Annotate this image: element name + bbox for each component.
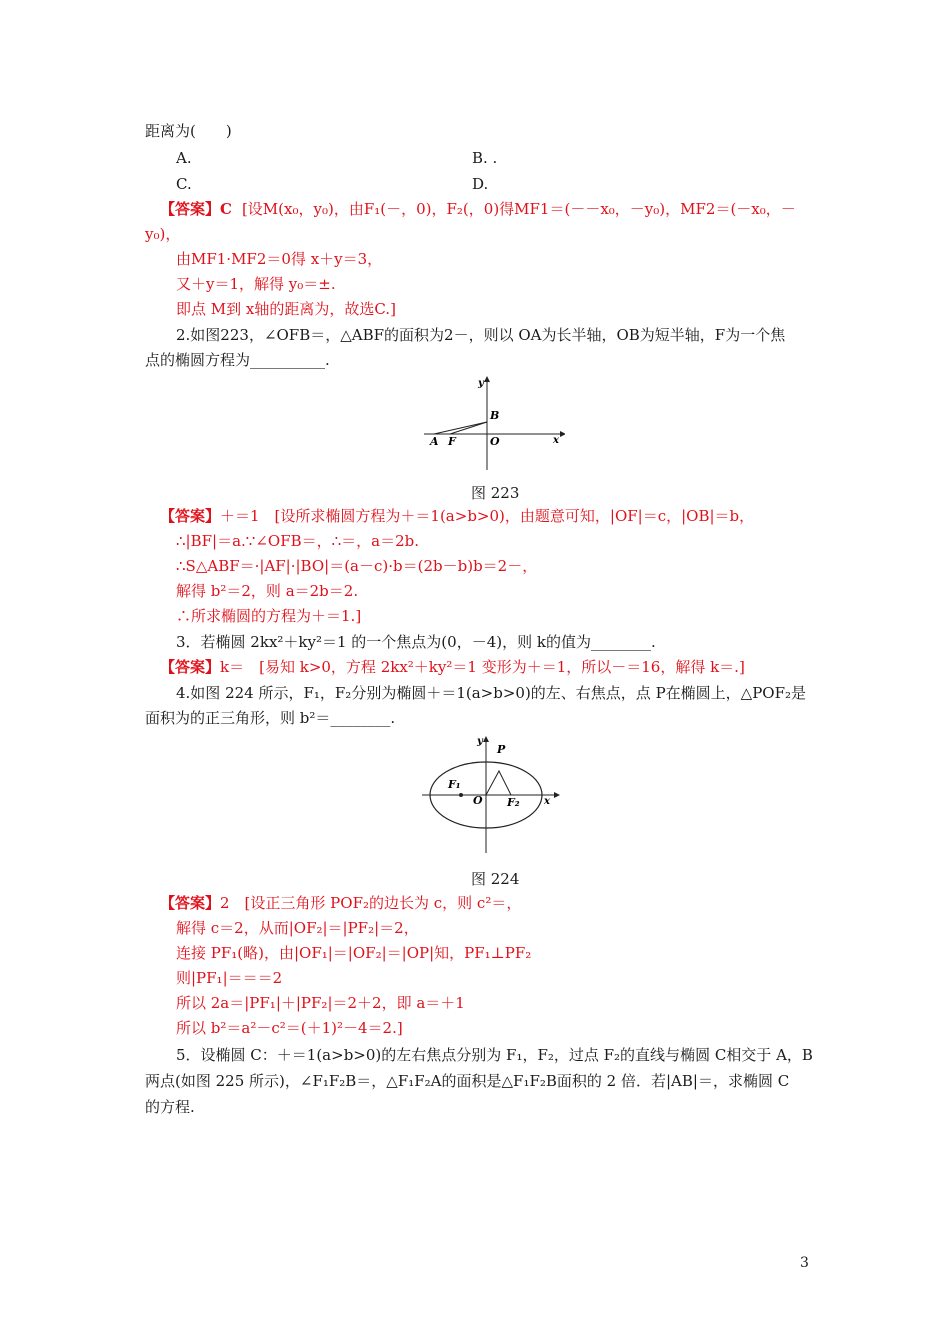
label-f1: F₁: [448, 778, 461, 791]
figure-223: [420, 373, 565, 473]
label-o: O: [490, 435, 500, 448]
q1-answer-line-5: 即点 M到 x轴的距离为，故选C.]: [176, 300, 396, 318]
q2-answer-line-3: ∴S△ABF＝·|AF|·|BO|＝(a－c)·b＝(2b－b)b＝2－，: [176, 557, 538, 575]
q1-option-a: A.: [176, 149, 192, 167]
q4-answer-line-3: 连接 PF₁(略)，由|OF₁|＝|OF₂|＝|OP|知，PF₁⊥PF₂: [176, 944, 532, 962]
answer-tag: 【答案】: [160, 894, 221, 912]
focus-f1-dot: [459, 793, 463, 797]
label-a: A: [430, 435, 439, 448]
label-x: x: [553, 435, 559, 446]
q2-answer-line-4: 解得 b²＝2，则 a＝2b＝2.: [176, 582, 359, 600]
figure-223-caption: 图 223: [471, 484, 520, 502]
answer-tag: 【答案】C: [160, 200, 232, 218]
q5-stem-line-2: 两点(如图 225 所示)，∠F₁F₂B＝，△F₁F₂A的面积是△F₁F₂B面积的 2 倍．若|AB|＝，求椭圆 C: [145, 1072, 790, 1090]
page-number: 3: [800, 1255, 809, 1271]
segment-fb: [450, 422, 487, 434]
q4-answer-line-1: [160, 893, 521, 913]
q1-option-c: C.: [176, 175, 192, 193]
figure-224: [420, 731, 565, 856]
q1-answer-line-4: 又＋y＝1，解得 y₀＝±.: [176, 275, 336, 293]
q4-answer-line-4: 则|PF₁|＝＝＝2: [176, 969, 283, 987]
y-axis-arrow: [484, 376, 490, 382]
q2-stem-line-2: 点的椭圆方程为__________.: [145, 351, 330, 369]
q4-answer-line-5: 所以 2a＝|PF₁|＋|PF₂|＝2＋2，即 a＝＋1: [176, 994, 465, 1012]
answer-tag: 【答案】: [160, 507, 221, 525]
triangle-pof2: [486, 771, 511, 795]
q2-answer-line-5: ∴所求椭圆的方程为＋＝1.]: [176, 607, 362, 625]
q3-answer-text-1: k＝ [易知 k>0，方程 2kx²＋ky²＝1 变形为＋＝1，所以－＝16，解得 k＝.]: [220, 658, 745, 676]
label-b: B: [490, 409, 500, 422]
label-x: x: [544, 796, 550, 807]
segment-ab: [434, 422, 487, 434]
label-y: y: [477, 736, 483, 747]
q2-answer-line-1: [160, 506, 754, 526]
figure-224-caption: 图 224: [471, 870, 520, 888]
q5-stem-line-3: 的方程.: [145, 1098, 195, 1116]
q2-answer-text-1: ＋＝1 [设所求椭圆方程为＋＝1(a>b>0)，由题意可知，|OF|＝c，|OB|＝b，: [220, 507, 755, 525]
answer-tag: 【答案】: [160, 658, 221, 676]
label-f2: F₂: [507, 796, 520, 809]
q4-answer-text-1: 2 [设正三角形 POF₂的边长为 c，则 c²＝，: [220, 894, 522, 912]
q5-stem-line-1: 5．设椭圆 C：＋＝1(a>b>0)的左右焦点分别为 F₁，F₂，过点 F₂的直线与椭圆 C相交于 A，B: [176, 1046, 813, 1064]
q1-option-d: D.: [472, 175, 489, 193]
q4-answer-line-2: 解得 c＝2，从而|OF₂|＝|PF₂|＝2，: [176, 919, 419, 937]
q1-answer-text-1: [设M(x₀，y₀)，由F₁(－，0)，F₂(，0)得MF1＝(－－x₀，－y₀)，MF2＝(－x₀，－: [241, 200, 796, 218]
q1-answer-line-2: y₀)，: [145, 225, 181, 243]
x-axis-arrow: [554, 792, 560, 798]
q2-answer-line-2: ∴|BF|＝a.∵∠OFB＝，∴＝，a＝2b.: [176, 532, 420, 550]
q3-stem-line-1: 3．若椭圆 2kx²＋ky²＝1 的一个焦点为(0，－4)，则 k的值为________.: [176, 633, 656, 651]
x-axis-arrow: [560, 431, 565, 437]
q1-answer-line-1: [160, 199, 796, 219]
label-p: P: [497, 743, 506, 756]
label-o: O: [473, 794, 483, 807]
label-y: y: [478, 378, 484, 389]
q4-answer-line-6: 所以 b²＝a²－c²＝(＋1)²－4＝2.]: [176, 1019, 403, 1037]
q2-stem-line-1: 2.如图223，∠OFB＝，△ABF的面积为2－，则以 OA为长半轴，OB为短半轴，F为一个焦: [176, 326, 786, 344]
q1-answer-line-3: 由MF1·MF2＝0得 x＋y＝3，: [176, 250, 383, 268]
q4-stem-line-2: 面积为的正三角形，则 b²＝________.: [145, 709, 396, 727]
q3-answer-line-1: [160, 657, 745, 677]
q1-stem-tail: 距离为( ): [145, 122, 232, 140]
q4-stem-line-1: 4.如图 224 所示，F₁，F₂分别为椭圆＋＝1(a>b>0)的左、右焦点，点 P在椭圆上，△POF₂是: [176, 684, 807, 702]
y-axis-arrow: [483, 736, 489, 742]
q1-option-b: B. .: [472, 149, 498, 167]
label-f: F: [448, 435, 456, 448]
